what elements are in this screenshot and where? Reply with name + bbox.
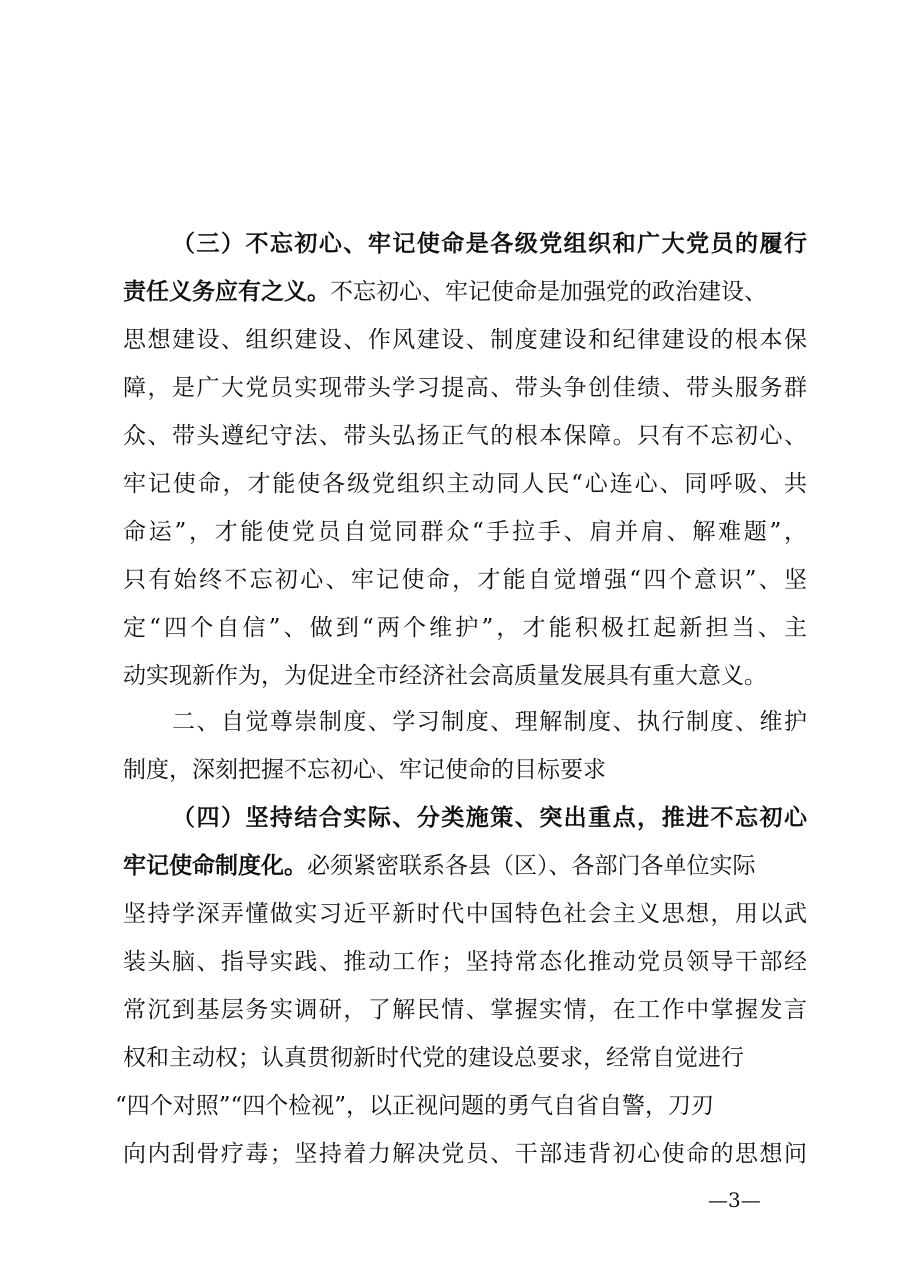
paragraph-3-text: 障，是广大党员实现带头学习提高、带头争创佳绩、带头服务群 [123,375,807,401]
paragraph-4-text: 坚持学深弄懂做实习近平新时代中国特色社会主义思想，用以武 [123,901,807,927]
paragraph-4-text: 权和主动权；认真贯彻新时代党的建设总要求，经常自觉进行 [123,1045,744,1071]
paragraph-3-text: 牢记使命，才能使各级党组织主动同人民“心连心、同呼吸、共 [123,471,807,497]
paragraph-4-heading-continued: 牢记使命制度化。 [123,852,307,879]
paragraph-4-text: 向内刮骨疗毒；坚持着力解决党员、干部违背初心使命的思想问 [123,1141,807,1167]
paragraph-4-body-start: 必须紧密联系各县（区）、各部门各单位实际 [307,853,756,879]
paragraph-4-line-5 [0,938,909,1023]
paragraph-3-line-8 [0,508,909,593]
page-number: —3— [708,1188,761,1212]
section-2-heading-line-2 [0,698,909,783]
paragraph-3-text: 众、带头遵纪守法、带头弘扬正气的根本保障。只有不忘初心、 [123,423,807,449]
paragraph-3-text: 动实现新作为，为促进全市经济社会高质量发展具有重大意义。 [123,663,767,689]
section-2-heading-text: 制度，深刻把握不忘初心、牢记使命的目标要求 [123,757,606,783]
paragraph-3-line-9 [0,556,909,641]
paragraph-3-text: 命运”，才能使党员自觉同群众“手拉手、肩并肩、解难题”， [123,519,807,545]
paragraph-3-line-5 [0,364,909,449]
section-2-heading-line-1 [0,650,909,735]
paragraph-3-line-6 [0,412,909,497]
paragraph-4-line-7 [0,1034,909,1119]
paragraph-3-text: 只有始终不忘初心、牢记使命，才能自觉增强“四个意识”、坚 [123,567,807,593]
paragraph-3-heading-continued: 责任义务应有之义。 [123,278,330,305]
paragraph-4-line-8 [0,1082,909,1167]
paragraph-4-line-1 [0,746,909,831]
paragraph-3-line-7 [0,460,909,545]
paragraph-4-line-6 [0,986,909,1071]
paragraph-4-heading-text: （四）坚持结合实际、分类施策、突出重点，推进不忘初心 [172,804,807,831]
paragraph-3-body-start: 不忘初心、牢记使命是加强党的政治建设、 [330,279,767,305]
paragraph-4-line-2 [0,794,909,879]
paragraph-3-line-2 [0,220,909,305]
paragraph-4-text: 常沉到基层务实调研，了解民情、掌握实情，在工作中掌握发言 [123,997,807,1023]
section-2-heading-text: 二、自觉尊崇制度、学习制度、理解制度、执行制度、维护 [172,709,807,735]
paragraph-3-line-10 [0,604,909,689]
paragraph-4-text: 装头脑、指导实践、推动工作；坚持常态化推动党员领导干部经 [123,949,807,975]
paragraph-3-line-3 [0,268,909,353]
paragraph-3-text: 思想建设、组织建设、作风建设、制度建设和纪律建设的根本保 [123,327,807,353]
paragraph-3-line-4 [0,316,909,401]
paragraph-4-line-3 [0,842,909,927]
paragraph-4-text: “四个对照”“四个检视”，以正视问题的勇气自省自警，刀刃 [115,1093,715,1119]
paragraph-3-heading-text: （三）不忘初心、牢记使命是各级党组织和广大党员的履行 [172,230,807,257]
paragraph-3-text: 定“四个自信”、做到“两个维护”，才能积极扛起新担当、主 [123,615,807,641]
paragraph-3-line-1 [0,172,909,257]
paragraph-4-line-4 [0,890,909,975]
